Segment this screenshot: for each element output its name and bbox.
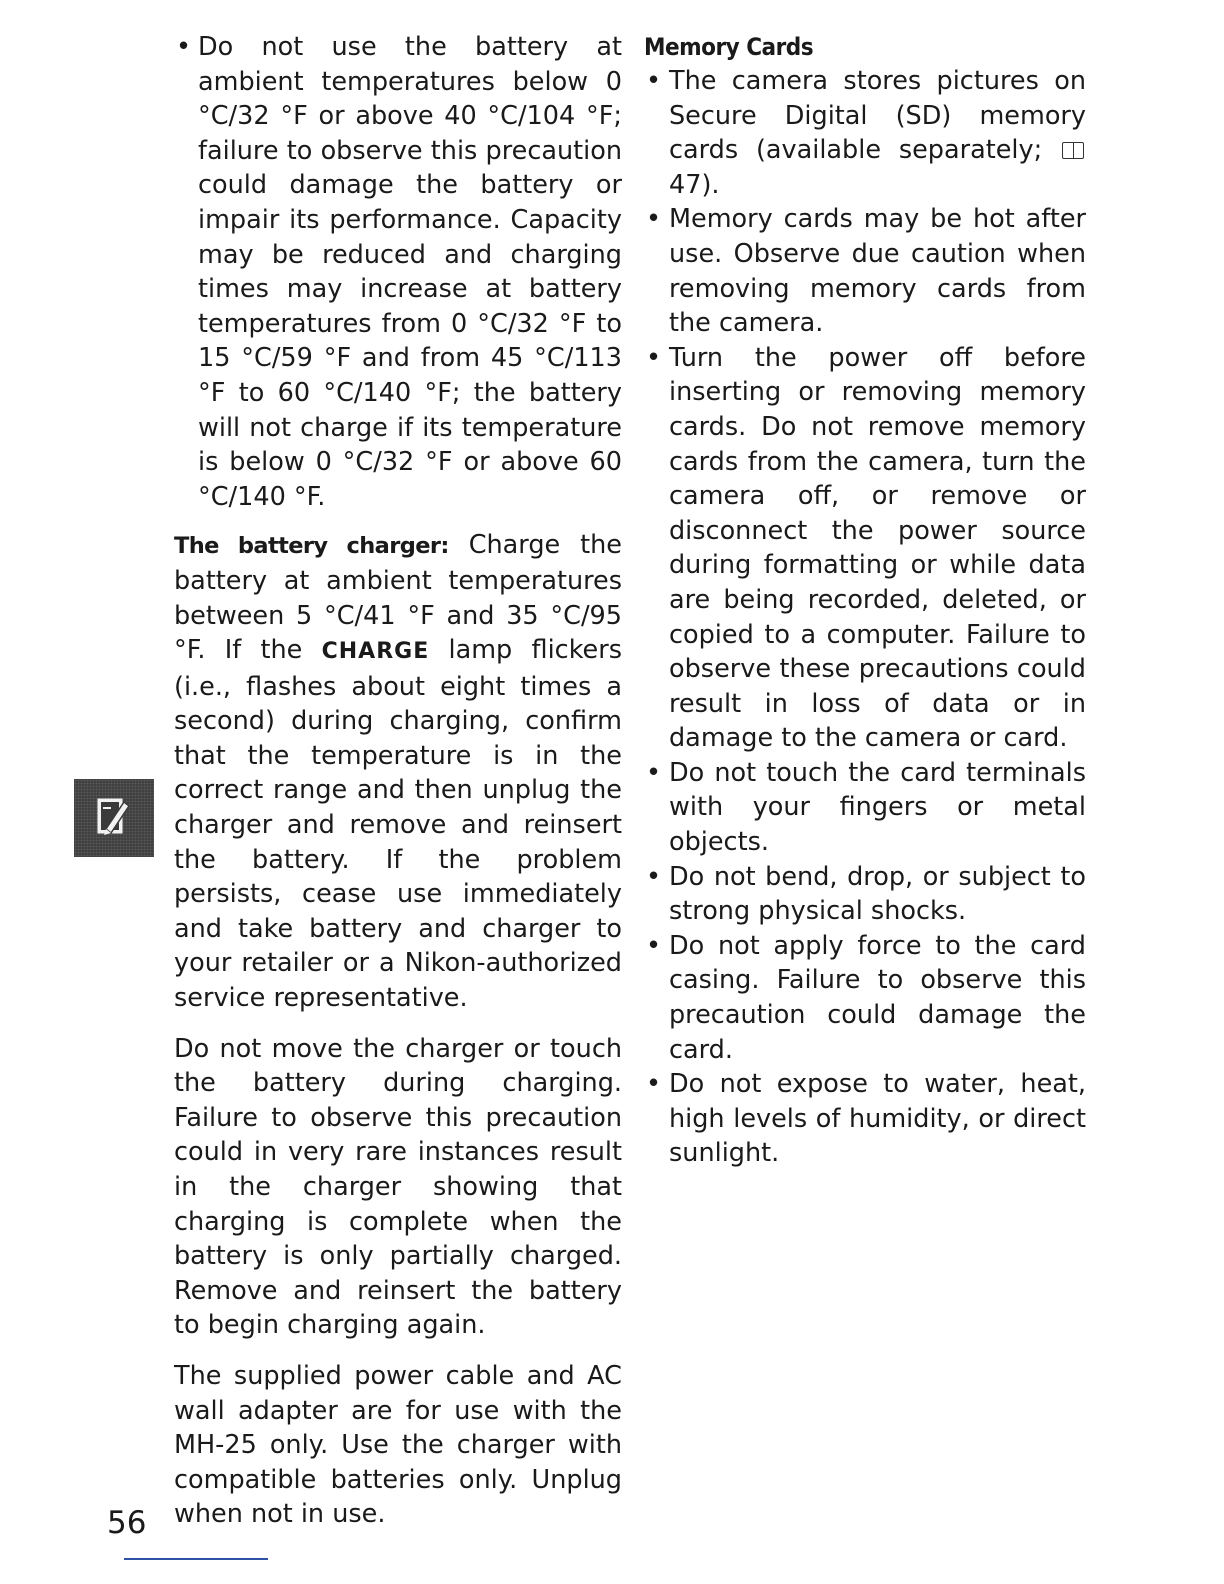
charge-lamp-label: CHARGE — [321, 639, 430, 665]
section-heading: Memory Cards — [644, 33, 814, 61]
bullet-glyph: • — [646, 1069, 662, 1100]
list-item-text: The camera stores pictures on Secure Digital (SD) memory cards (available separately; — [669, 66, 1086, 166]
memory-card-precautions-list — [644, 64, 1086, 1171]
list-item-text: Do not use the battery at ambient temperatures below 0 °C/32 °F or above 40 °C/104 °F; failure to observe this precaution could damage the battery or impair its performance. Capacity may be reduced and charging times may increase at battery temperatures from 0 °C/32 °F to 15 °C/59 °F and from 45 °C/113 °F to 60 °C/140 °F; the battery will not charge if its temperature is below 0 °C/32 °F or above 60 °C/140 °F. — [198, 32, 622, 512]
bullet-glyph: • — [646, 204, 662, 235]
bullet-glyph: • — [646, 757, 662, 788]
book-icon — [1062, 142, 1084, 159]
list-item — [644, 756, 1086, 860]
bullet-glyph: • — [646, 66, 662, 96]
power-cable-paragraph: The supplied power cable and AC wall adapter are for use with the MH-25 only. Use the charger with compatible batteries only. Unplug when not in use. — [174, 1360, 622, 1530]
right-column — [644, 30, 1086, 1171]
list-item — [644, 64, 1086, 202]
runin-heading: The battery charger: — [174, 533, 449, 560]
list-item — [644, 929, 1086, 1067]
list-item-text: ). — [701, 169, 720, 200]
section-tab — [74, 779, 154, 857]
list-item-text: Do not expose to water, heat, high levels of humidity, or direct sunlight. — [669, 1069, 1086, 1169]
list-item-text: Memory cards may be hot after use. Observe due caution when removing memory cards from the camera. — [669, 204, 1086, 339]
list-item-text: Do not bend, drop, or subject to strong physical shocks. — [669, 861, 1086, 927]
list-item — [644, 202, 1086, 340]
bullet-glyph: • — [646, 342, 662, 373]
list-item — [644, 341, 1086, 756]
list-item-text: Turn the power off before inserting or removing memory cards. Do not remove memory cards from the camera, turn the camera off, or remove or disconnect the power source during formatting or while data are being recorded, deleted, or copied to a computer. Failure to observe these precautions could result in loss of data or in damage to the camera or card. — [669, 342, 1086, 754]
list-item — [174, 30, 622, 514]
list-item-text: Do not touch the card terminals with your fingers or metal objects. — [669, 757, 1086, 858]
page-number: 56 — [107, 1505, 147, 1541]
page-reference: 47 — [669, 169, 702, 200]
battery-precautions-list — [174, 30, 622, 514]
list-item-text: Do not apply force to the card casing. Failure to observe this precaution could damage the card. — [669, 930, 1086, 1065]
battery-charger-paragraph — [174, 528, 622, 1015]
notes-pen-icon — [97, 796, 131, 836]
paragraph-text: lamp flickers (i.e., flashes about eight times a second) during charging, confirm that the temperature is in the correct range and then unplug the charger and remove and reinsert the battery. If the problem persists, cease use immediately and take battery and charger to your retailer or a Nikon-authorized service representative. — [174, 635, 623, 1014]
bullet-glyph: • — [646, 861, 662, 892]
footer-rule — [124, 1558, 268, 1560]
list-item — [644, 1067, 1086, 1171]
list-item — [644, 860, 1086, 929]
paragraph-text: Charge the battery at ambient temperatures between 5 °C/41 °F and 35 °C/95 °F. If the — [174, 530, 622, 666]
charging-paragraph: Do not move the charger or touch the battery during charging. Failure to observe this precaution could in very rare instances result in the charger showing that charging is complete when the battery is only partially charged. Remove and reinsert the battery to begin charging again. — [174, 1033, 622, 1341]
bullet-glyph: • — [176, 32, 192, 62]
bullet-glyph: • — [646, 930, 662, 961]
left-column — [174, 30, 622, 1532]
